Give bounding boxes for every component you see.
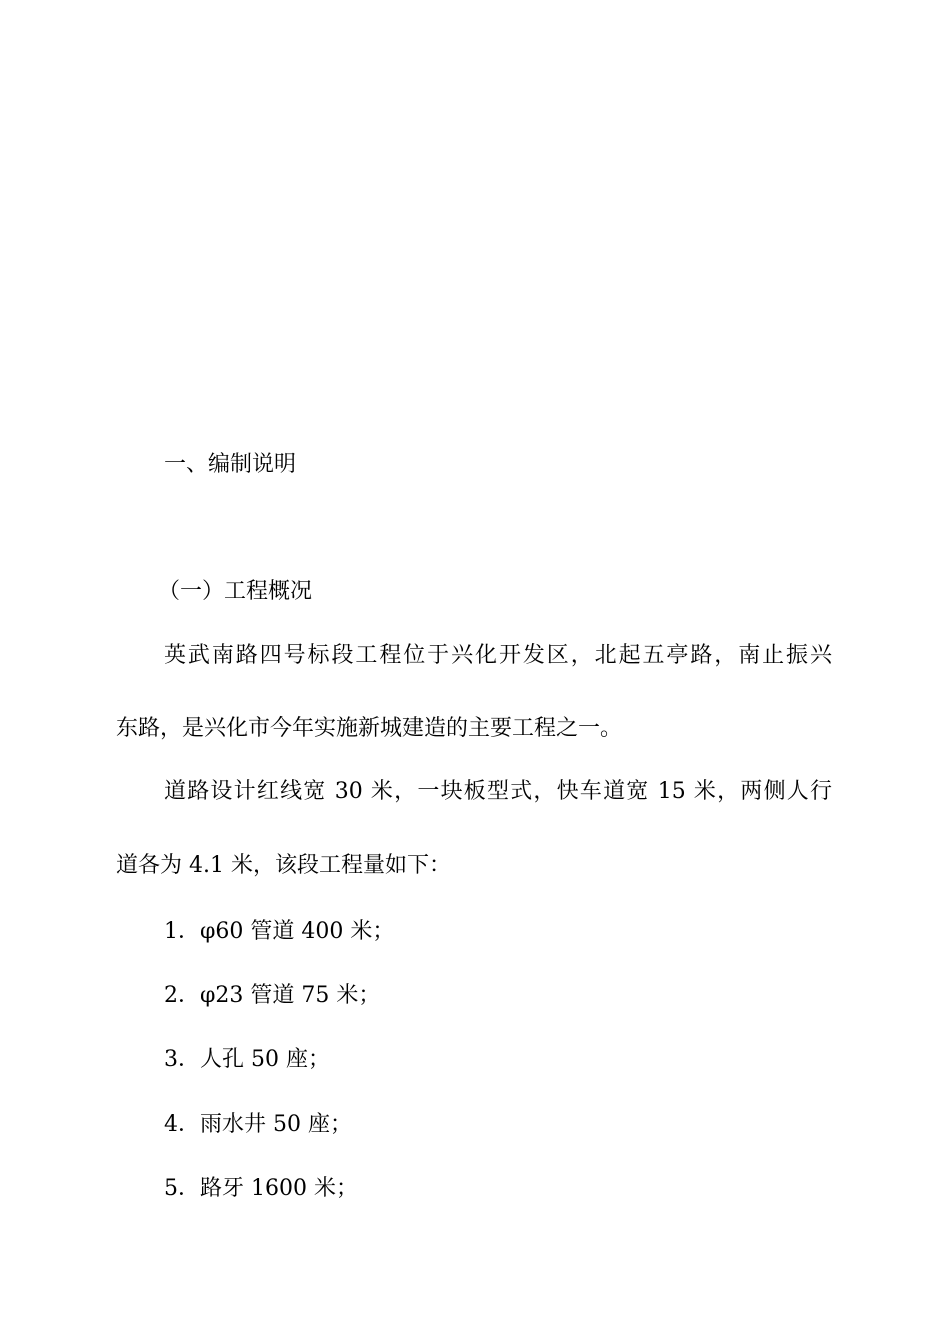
subsection-heading: （一）工程概况 [158, 579, 313, 604]
list-item: 4．雨水井 50 座； [164, 1112, 352, 1137]
list-item: 2．φ23 管道 75 米； [164, 983, 381, 1008]
list-item: 3．人孔 50 座； [164, 1047, 330, 1072]
section-heading: 一、编制说明 [164, 452, 297, 477]
list-item: 1．φ60 管道 400 米； [164, 919, 395, 944]
list-item: 5．路牙 1600 米； [164, 1176, 358, 1201]
paragraph-2-line-1: 道路设计红线宽 30 米，一块板型式，快车道宽 15 米，两侧人行 [164, 779, 832, 804]
paragraph-1-line-1: 英武南路四号标段工程位于兴化开发区，北起五亭路，南止振兴 [164, 643, 832, 668]
paragraph-2-line-2: 道各为 4.1 米，该段工程量如下： [116, 853, 451, 878]
paragraph-1-line-2: 东路，是兴化市今年实施新城建造的主要工程之一。 [116, 716, 623, 741]
